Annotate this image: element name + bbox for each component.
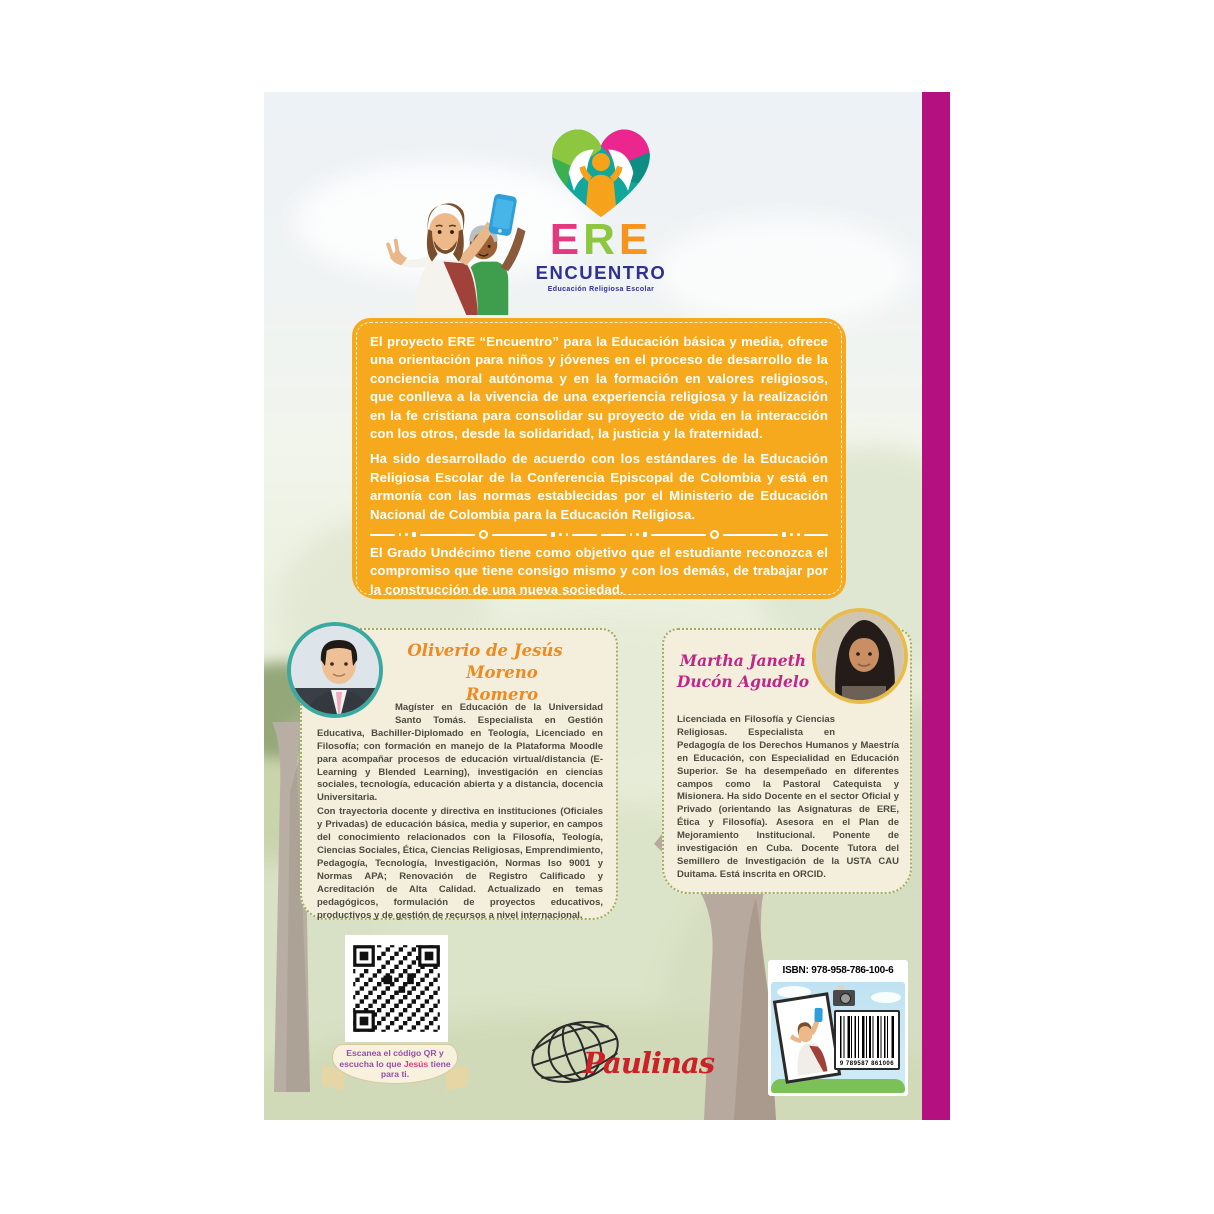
qr-banner-ribbon bbox=[320, 1042, 470, 1092]
logo-wordmark bbox=[511, 215, 691, 264]
publisher-logo bbox=[525, 1012, 715, 1102]
barcode-bars bbox=[840, 1016, 894, 1058]
qr-code bbox=[345, 935, 448, 1042]
logo-subtitle: ENCUENTRO bbox=[535, 262, 667, 283]
tagline-word-1: Educación bbox=[547, 286, 587, 293]
author-bio-martha: Licenciada en Filosofía y Ciencias Religiosas. Especialista en Pedagogía de los Derechos Humanos y Maestría en Educación, con Especialidad en Educación Superior. Se ha desempeñado en diferentes campos como la Pastoral Catequista y Misionera. Ha sido Docente en el sector Oficial y Privado (orientando las Asignaturas de ERE, Ética y Filosofía). Asesora en el Plan de Mejoramiento Institucional. Ponente de investigación en Cuba. Docente Tutora del Semillero de Investigación de la USTA CAU Duitama. Está inscrita en ORCID. bbox=[677, 714, 899, 880]
author-name-oliverio bbox=[395, 640, 575, 706]
isbn-label: ISBN: 978-958-786-100-6 bbox=[782, 965, 894, 976]
camera-icon bbox=[833, 990, 855, 1006]
ere-logo bbox=[511, 122, 691, 293]
author-name-line1: Oliverio de Jesús bbox=[407, 641, 563, 660]
jesus-highlight: Jesús bbox=[403, 1058, 429, 1069]
isbn-panel bbox=[768, 960, 908, 1096]
ere-heart-logo bbox=[547, 122, 655, 222]
ornamental-divider bbox=[370, 530, 828, 539]
barcode-scene bbox=[771, 982, 905, 1093]
barcode-number: 9 789587 861006 bbox=[839, 1061, 895, 1067]
logo-letter-e1: E bbox=[549, 215, 584, 264]
author-photo-martha bbox=[812, 608, 908, 704]
ribbon-body bbox=[332, 1044, 458, 1084]
author-bio-oliverio-part2: Con trayectoria docente y directiva en instituciones (Oficiales y Privadas) de educación básica, media y superior, en campos del conocimiento relacionados con la Filosofía, Teología, Ciencias Sociales, Ética, Ciencias Religiosas, Emprendimiento, Pedagogía, Tecnología, Investigación, Normas Iso 9001 y Normas APA; Renovación de Registro Calificado y Acreditación de Alta Calidad. Actualizado en temas pedagógicos, formulación de proyectos educativos, productivos y de gestión de recursos a nivel internacional. bbox=[317, 806, 603, 921]
tagline-word-2: Religiosa bbox=[589, 286, 624, 293]
publisher-name: Paulinas bbox=[583, 1046, 715, 1080]
author-photo-oliverio bbox=[287, 622, 383, 718]
intro-paragraph-1: El proyecto ERE “Encuentro” para la Educación básica y media, ofrece una orientación para niños y jóvenes en el proceso de desarrollo de la conciencia moral autónoma y en la formación en valores religiosos, que conlleva a la vivencia de una experiencia religiosa y la realización en la fe cristiana para consolidar su proyecto de vida en la interacción con los otros, desde la solidaridad, la justicia y la fraternidad. bbox=[370, 334, 828, 442]
logo-letter-e2: E bbox=[618, 215, 653, 264]
tagline-word-3: Escolar bbox=[626, 286, 655, 293]
mini-photo-frame bbox=[773, 992, 841, 1084]
intro-paragraph-3: El Grado Undécimo tiene como objetivo que el estudiante reconozca el compromiso que tiene consigo mismo y con los demás, de trabajar por la construcción de una nueva sociedad. bbox=[370, 545, 828, 597]
author-name-line2: Ducón Agudelo bbox=[676, 672, 810, 691]
intro-text-box bbox=[352, 318, 846, 599]
author-name-line1: Martha Janeth bbox=[679, 651, 807, 670]
author-name-martha bbox=[668, 650, 818, 692]
author-bio-oliverio-part1: Magíster en Educación de la Universidad Santo Tomás. Especialista en Gestión Educativa, Bachiller-Diplomado en Teología, Licenciado en Filosofía; con formación en manejo de la Plataforma Moodle para acompañar procesos de educación virtual/distancia (E-Learning y Blended Learning), investigación en ciencias sociales, tecnología, educación abierta y a distancia, docencia Universitaria. bbox=[317, 702, 603, 804]
qr-banner-text: Escanea el código QR y escucha lo que Jesús tiene para ti. bbox=[339, 1048, 451, 1080]
book-spine bbox=[922, 92, 950, 1120]
logo-letter-r: R bbox=[583, 215, 619, 264]
barcode bbox=[834, 1010, 900, 1070]
author-name-line2: Moreno Romero bbox=[465, 663, 539, 704]
back-cover bbox=[264, 92, 950, 1120]
intro-paragraph-2: Ha sido desarrollado de acuerdo con los estándares de la Educación Religiosa Escolar de la Conferencia Episcopal de Colombia y está en armonía con las normas establecidas por el Ministerio de Educación Nacional de Colombia para la Educación Religiosa. bbox=[370, 451, 828, 522]
logo-tagline bbox=[511, 286, 691, 293]
